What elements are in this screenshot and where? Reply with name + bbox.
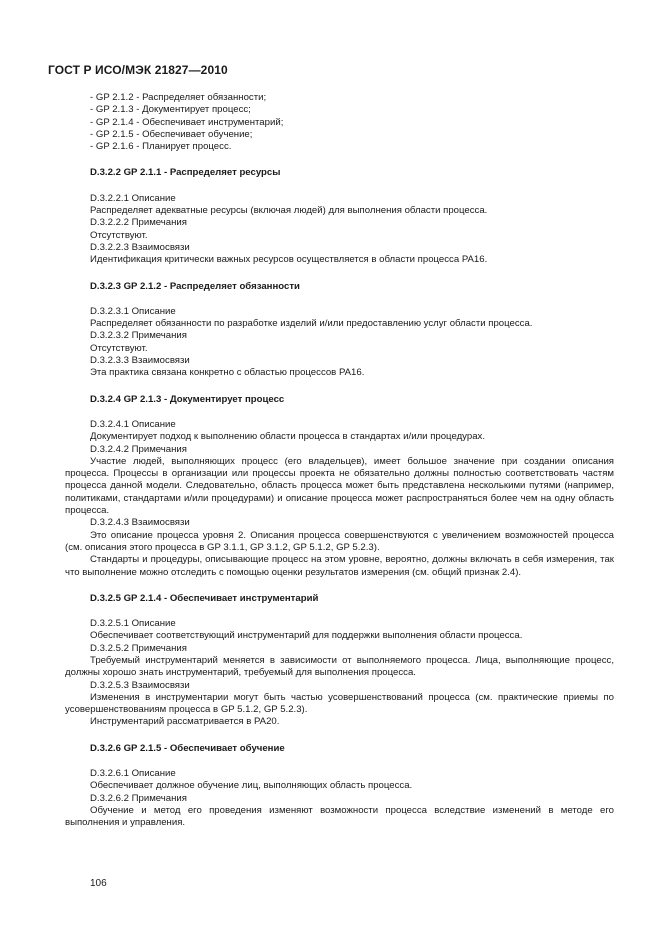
paragraph: Требуемый инструментарий меняется в зависимости от выполняемого процесса. Лица, выполняющие процесс, должны хорошо знать инструментарий, требуемый для выполнения процесса. [65, 654, 614, 679]
paragraph: Эта практика связана конкретно с областью процессов PA16. [90, 367, 365, 379]
paragraph: Участие людей, выполняющих процесс (его владельцев), имеет большое значение при создании описания процесса. Процессы в организации или процессы проекта не обязательно должны полностью соответствовать частям процесса данной модели. Следовательно, область процесса может быть представлена несколькими путями (например, политиками, стандартами и/или процедурами) и описание процесса может распространяться более чем на одну область процесса. [65, 455, 614, 517]
list-item: - GP 2.1.5 - Обеспечивает обучение; [90, 128, 253, 140]
section-heading: D.3.2.4 GP 2.1.3 - Документирует процесс [90, 393, 285, 405]
section-gp-2-1-4 [65, 592, 614, 729]
section-gp-2-1-5 [65, 742, 614, 830]
subsection-heading: D.3.2.6.2 Примечания [90, 792, 187, 804]
paragraph: Распределяет обязанности по разработке изделий и/или предоставлению услуг области процесса. [90, 318, 533, 330]
section-heading: D.3.2.2 GP 2.1.1 - Распределяет ресурсы [90, 167, 281, 179]
list-item: - GP 2.1.3 - Документирует процесс; [90, 104, 251, 116]
paragraph: Отсутствуют. [90, 342, 148, 354]
document-header: ГОСТ Р ИСО/МЭК 21827—2010 [48, 63, 228, 77]
paragraph: Инструментарий рассматривается в PA20. [90, 716, 280, 728]
subsection-heading: D.3.2.3.2 Примечания [90, 330, 187, 342]
subsection-heading: D.3.2.6.1 Описание [90, 768, 176, 780]
intro-list [90, 92, 614, 153]
paragraph: Документирует подход к выполнению области процесса в стандартах и/или процедурах. [90, 431, 485, 443]
paragraph: Обучение и метод его проведения изменяют возможности процесса вследствие изменений в методе его выполнения и управления. [65, 804, 614, 829]
subsection-heading: D.3.2.3.1 Описание [90, 305, 176, 317]
paragraph: Обеспечивает соответствующий инструментарий для поддержки выполнения области процесса. [90, 630, 523, 642]
subsection-heading: D.3.2.5.2 Примечания [90, 642, 187, 654]
subsection-heading: D.3.2.2.1 Описание [90, 192, 176, 204]
section-gp-2-1-3 [65, 393, 614, 579]
subsection-heading: D.3.2.3.3 Взаимосвязи [90, 355, 190, 367]
page-number: 106 [90, 878, 107, 889]
list-item: - GP 2.1.4 - Обеспечивает инструментарий; [90, 116, 284, 128]
section-gp-2-1-1 [90, 167, 614, 266]
paragraph: Распределяет адекватные ресурсы (включая людей) для выполнения области процесса. [90, 205, 488, 217]
section-gp-2-1-2 [90, 281, 614, 380]
section-heading: D.3.2.5 GP 2.1.4 - Обеспечивает инструментарий [90, 592, 319, 604]
section-heading: D.3.2.3 GP 2.1.2 - Распределяет обязанности [90, 280, 300, 292]
section-heading: D.3.2.6 GP 2.1.5 - Обеспечивает обучение [90, 742, 285, 754]
subsection-heading: D.3.2.2.2 Примечания [90, 217, 187, 229]
paragraph: Стандарты и процедуры, описывающие процесс на этом уровне, вероятно, должны включать в себя измерения, так что выполнение можно отследить с помощью оценки результатов измерения (см. общий признак 2.4). [65, 554, 614, 578]
paragraph: Отсутствуют. [90, 229, 148, 241]
paragraph: Это описание процесса уровня 2. Описания процесса совершенствуются с увеличением возможностей процесса (см. описания этого процесса в GP 3.1.1, GP 3.1.2, GP 5.1.2, GP 5.2.3). [65, 529, 614, 553]
subsection-heading: D.3.2.2.3 Взаимосвязи [90, 241, 190, 253]
subsection-heading: D.3.2.5.1 Описание [90, 618, 176, 630]
subsection-heading: D.3.2.4.2 Примечания [90, 443, 187, 455]
subsection-heading: D.3.2.5.3 Взаимосвязи [90, 679, 190, 691]
list-item: - GP 2.1.6 - Планирует процесс. [90, 141, 232, 153]
paragraph: Идентификация критически важных ресурсов осуществляется в области процесса PA16. [90, 254, 488, 266]
paragraph: Изменения в инструментарии могут быть частью усовершенствований процесса (см. практические приемы по усовершенствованиям процесса в GP 5.1.2, GP 5.2.3). [65, 691, 614, 716]
list-item: - GP 2.1.2 - Распределяет обязанности; [90, 92, 267, 103]
subsection-heading: D.3.2.4.1 Описание [90, 418, 176, 430]
paragraph: Обеспечивает должное обучение лиц, выполняющих область процесса. [90, 780, 413, 792]
subsection-heading: D.3.2.4.3 Взаимосвязи [90, 517, 190, 529]
document-body [65, 92, 614, 830]
